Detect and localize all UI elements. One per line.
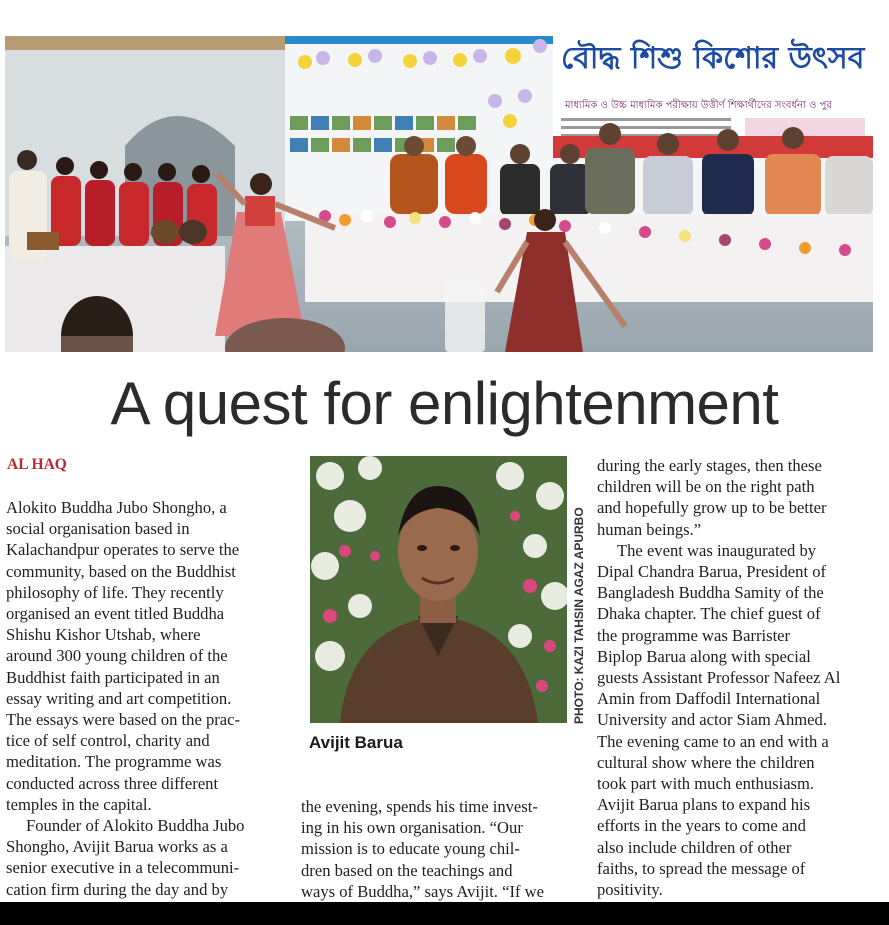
headline: A quest for enlightenment — [110, 370, 779, 437]
col1-paragraph-2: Founder of Alokito Buddha Jubo Shongho, Avijit Barua works as a senior executive in a telecommuni- cation firm during the day and by — [6, 816, 245, 899]
col3-paragraph-2: The event was inaugurated by Dipal Chandra Barua, President of Bangladesh Buddha Samity of the Dhaka chapter. The chief guest of the programme was Barrister Biplop Barua along with special guests Assistant Professor Nafeez Al Amin from Daffodil International University and actor Siam Ahmed. The evening came to an end with a cultural show where the children took part with much enthusiasm. Avijit Barua plans to expand his efforts in the years to come and also include children of other faiths, to spread the message of positivity. — [597, 540, 841, 900]
article-column-1 — [6, 497, 277, 900]
portrait-photo — [310, 456, 567, 723]
col1-paragraph-1: Alokito Buddha Jubo Shongho, a social organisation based in Kalachandpur operates to serve the community, based on the Buddhist philosophy of life. They recently organised an event titled Buddha Shishu Kishor Utshab, where around 300 young children of the Buddhist faith participated in an essay writing and art competition. The essays were based on the prac- tice of self control, charity and meditation. The programme was conducted across three different temples in the capital. — [6, 498, 241, 814]
photo-credit — [572, 456, 586, 726]
article-column-3 — [597, 455, 875, 900]
banner-title: বৌদ্ধ শিশু কিশোর উৎসব — [561, 41, 865, 76]
photo-credit-text: PHOTO: KAZI TAHSIN AGAZ APURBO — [572, 507, 586, 724]
byline: AL HAQ — [7, 456, 67, 473]
col3-paragraph-1: during the early stages, then these children will be on the right path and hopefully grow up to be better human beings.” — [597, 456, 827, 539]
photo-caption: Avijit Barua — [309, 733, 403, 752]
bottom-black-bar — [0, 902, 889, 925]
col2-paragraph: the evening, spends his time invest- ing in his own organisation. “Our mission is to educate young chil- dren based on the teachings and ways of Buddha,” says Avijit. “If we — [301, 797, 545, 901]
banner-subtitle: মাধ্যমিক ও উচ্চ মাধ্যমিক পরীক্ষায় উত্তীর্ণ শিক্ষার্থীদের সংবর্ধনা ও পুর — [565, 100, 832, 111]
event-photo — [5, 36, 873, 352]
